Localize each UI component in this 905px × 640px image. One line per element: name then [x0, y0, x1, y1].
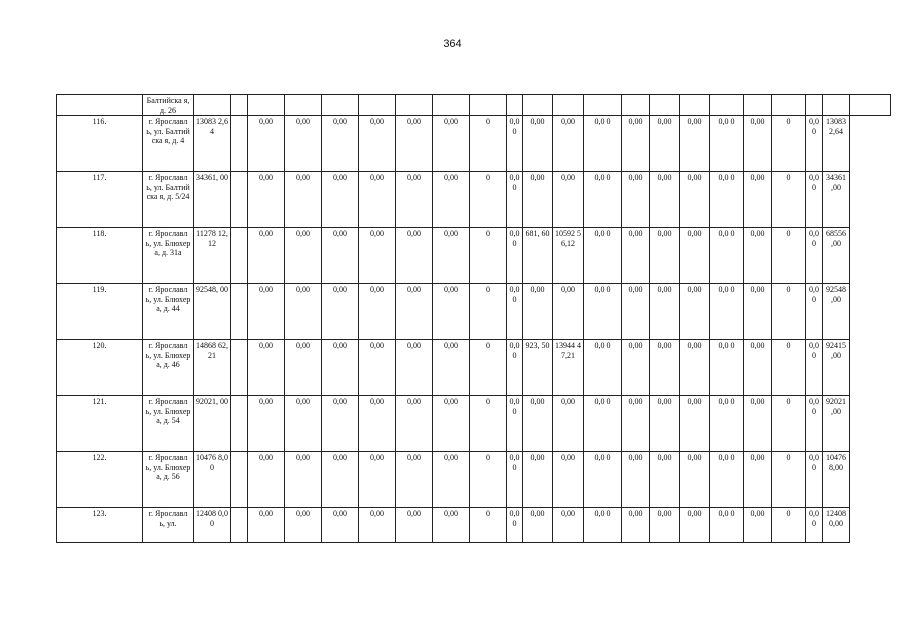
- cell-value: 0,00: [680, 396, 710, 452]
- cell-value: 0,0 0: [710, 340, 744, 396]
- cell-value: 0,00: [396, 116, 433, 172]
- cell-value: 0,00: [650, 116, 680, 172]
- cell-total: 13083 2,64: [194, 116, 231, 172]
- cell-value: 0,00: [523, 452, 553, 508]
- cell-total: 10476 8,00: [194, 452, 231, 508]
- table-row: [57, 452, 891, 508]
- table-row: [57, 228, 891, 284]
- cell-value: 0,00: [744, 172, 772, 228]
- cell-value: 0,00: [359, 508, 396, 543]
- cell-value: 0,00: [680, 452, 710, 508]
- cell-value: 0,00: [248, 508, 285, 543]
- cell-value: 0,00: [322, 340, 359, 396]
- cell-total: 14868 62,21: [194, 340, 231, 396]
- table-row: [57, 172, 891, 228]
- cell-value: 0,00: [680, 228, 710, 284]
- cell-value: 0: [772, 284, 806, 340]
- cell-total: 11278 12,12: [194, 228, 231, 284]
- cell-value: 0,00: [396, 508, 433, 543]
- cell-value: 0,00: [359, 452, 396, 508]
- table-row: [57, 396, 891, 452]
- cell-num: 121.: [57, 396, 143, 452]
- cell-value: 0,00: [553, 116, 584, 172]
- table-row: [57, 284, 891, 340]
- cell-value: 0,00: [396, 228, 433, 284]
- cell-value: 0,00: [322, 452, 359, 508]
- cell-value: 0,00: [650, 508, 680, 543]
- cell-value: 0,0 0: [710, 228, 744, 284]
- cell-value: 0,00: [806, 116, 823, 172]
- cell-value: [231, 172, 248, 228]
- cell-value: 0,00: [285, 340, 322, 396]
- cell-value: 0,00: [523, 172, 553, 228]
- cell-value: 0: [470, 116, 507, 172]
- cell-value: 0,00: [248, 396, 285, 452]
- cell-value: 0: [470, 228, 507, 284]
- cell-value: 92021 ,00: [823, 396, 850, 452]
- cell-value: 0,00: [744, 116, 772, 172]
- cell-value: 12408 0,00: [823, 508, 850, 543]
- cell-value: 0,00: [622, 340, 650, 396]
- cell-value: 0: [470, 284, 507, 340]
- cell-value: 0,00: [744, 396, 772, 452]
- cell-value: 0,00: [285, 172, 322, 228]
- cell-value: 0,00: [433, 508, 470, 543]
- cell-value: 0,00: [396, 284, 433, 340]
- cell-total: 92548, 00: [194, 284, 231, 340]
- cell-address: г. Ярославл ь, ул.: [143, 508, 194, 543]
- cell-value: 13944 47,21: [553, 340, 584, 396]
- cell-value: 0: [772, 228, 806, 284]
- cell-value: 0,00: [744, 452, 772, 508]
- cell-value: 10592 56,12: [553, 228, 584, 284]
- cell-value: 0,00: [507, 284, 523, 340]
- cell-value: 0,00: [806, 508, 823, 543]
- cell-num: 122.: [57, 452, 143, 508]
- cell-value: 0,00: [322, 172, 359, 228]
- cell-value: 0,00: [553, 172, 584, 228]
- cell-value: 0,0 0: [584, 396, 622, 452]
- table-row: [57, 340, 891, 396]
- cell-value: 0,0 0: [584, 340, 622, 396]
- cell-value: [231, 340, 248, 396]
- cell-value: 0,00: [622, 116, 650, 172]
- cell-value: 0,00: [507, 228, 523, 284]
- cell-num: 119.: [57, 284, 143, 340]
- cell-value: 10476 8,00: [823, 452, 850, 508]
- cell-value: 0,00: [359, 228, 396, 284]
- cell-value: 0,0 0: [584, 116, 622, 172]
- cell-value: 0,00: [396, 452, 433, 508]
- cell-value: 0,00: [680, 340, 710, 396]
- cell-value: 0,00: [396, 396, 433, 452]
- cell-value: 0,00: [680, 172, 710, 228]
- cell-value: 0,00: [433, 396, 470, 452]
- cell-value: 0,00: [553, 284, 584, 340]
- cell-value: 0,00: [622, 284, 650, 340]
- table-row: [57, 508, 891, 543]
- cell-value: 0,00: [359, 396, 396, 452]
- cell-value: 0,0 0: [584, 172, 622, 228]
- cell-value: 0,00: [523, 116, 553, 172]
- table-row: [57, 116, 891, 172]
- cell-value: 0,00: [622, 396, 650, 452]
- cell-value: 0,00: [650, 340, 680, 396]
- cell-value: 0,00: [650, 172, 680, 228]
- cell-value: 0,00: [523, 396, 553, 452]
- cell-value: 0,00: [553, 508, 584, 543]
- cell-address: г. Ярославл ь, ул. Блюхера, д. 31а: [143, 228, 194, 284]
- cell-value: 0,00: [322, 228, 359, 284]
- cell-value: 0,00: [248, 452, 285, 508]
- cell-value: [231, 452, 248, 508]
- cell-value: 0,00: [359, 340, 396, 396]
- cell-value: 0,00: [507, 172, 523, 228]
- cell-value: 0,00: [744, 340, 772, 396]
- cell-value: 0,0 0: [584, 228, 622, 284]
- cell-value: 0,00: [680, 116, 710, 172]
- cell-value: 0: [772, 340, 806, 396]
- cell-num: 117.: [57, 172, 143, 228]
- cell-value: [231, 396, 248, 452]
- cell-value: 0,0 0: [710, 396, 744, 452]
- cell-value: 0,00: [744, 284, 772, 340]
- cell-value: 0: [772, 452, 806, 508]
- cell-value: 0,00: [622, 508, 650, 543]
- cell-value: 0,00: [622, 228, 650, 284]
- cell-value: 0,00: [433, 452, 470, 508]
- cell-value: 0,00: [507, 396, 523, 452]
- cell-total: 12408 0,00: [194, 508, 231, 543]
- cell-value: [231, 116, 248, 172]
- cell-value: 0,00: [322, 396, 359, 452]
- cell-num: 120.: [57, 340, 143, 396]
- cell-value: 0,00: [806, 172, 823, 228]
- cell-value: 34361 ,00: [823, 172, 850, 228]
- cell-value: 0,00: [285, 284, 322, 340]
- cell-value: 0,00: [507, 340, 523, 396]
- cell-value: 0: [470, 452, 507, 508]
- cell-value: 0,00: [523, 508, 553, 543]
- cell-value: 0,00: [744, 228, 772, 284]
- cell-value: 0,00: [553, 452, 584, 508]
- cell-value: 0,00: [396, 340, 433, 396]
- cell-address: г. Ярославл ь, ул. Блюхера, д. 54: [143, 396, 194, 452]
- cell-value: 0,00: [285, 228, 322, 284]
- cell-address: г. Ярославл ь, ул. Блюхера, д. 56: [143, 452, 194, 508]
- cell-value: 0,00: [622, 452, 650, 508]
- cell-value: 0,00: [650, 396, 680, 452]
- cell-value: 0,00: [285, 116, 322, 172]
- cell-value: 0,00: [744, 508, 772, 543]
- cell-value: 68556 ,00: [823, 228, 850, 284]
- cell-value: 0,00: [248, 340, 285, 396]
- cell-value: 13083 2,64: [823, 116, 850, 172]
- cell-value: 0,00: [650, 228, 680, 284]
- cell-value: 0,00: [523, 284, 553, 340]
- cell-total: 34361, 00: [194, 172, 231, 228]
- cell-value: 0,0 0: [710, 172, 744, 228]
- cell-value: [231, 508, 248, 543]
- cell-value: 0,00: [396, 172, 433, 228]
- cell-value: 0,00: [680, 508, 710, 543]
- cell-value: 0: [772, 116, 806, 172]
- cell-value: 0: [772, 508, 806, 543]
- cell-value: 0,00: [806, 396, 823, 452]
- page-number: 364: [443, 38, 462, 50]
- cell-value: 0,00: [248, 284, 285, 340]
- cell-value: 0,00: [433, 172, 470, 228]
- table-row: [57, 95, 891, 116]
- cell-value: 0,0 0: [710, 116, 744, 172]
- cell-value: 0,00: [285, 396, 322, 452]
- cell-value: 0,00: [248, 116, 285, 172]
- cell-value: 0,00: [359, 116, 396, 172]
- cell-num: 123.: [57, 508, 143, 543]
- cell-value: [231, 284, 248, 340]
- cell-value: 0,00: [650, 284, 680, 340]
- cell-num: 116.: [57, 116, 143, 172]
- cell-value: 0,00: [806, 228, 823, 284]
- cell-value: 0,0 0: [710, 452, 744, 508]
- cell-value: 0,00: [248, 172, 285, 228]
- cell-value: 0: [470, 340, 507, 396]
- cell-value: 0: [470, 396, 507, 452]
- cell-total: 92021, 00: [194, 396, 231, 452]
- cell-value: 92415 ,00: [823, 340, 850, 396]
- cell-value: 0,00: [553, 396, 584, 452]
- cell-value: 0,00: [806, 340, 823, 396]
- cell-address: г. Ярославл ь, ул. Балтийска я, д. 5/24: [143, 172, 194, 228]
- cell-value: [231, 228, 248, 284]
- cell-value: 0,00: [285, 452, 322, 508]
- cell-value: 0,00: [322, 116, 359, 172]
- cell-value: 0,00: [322, 508, 359, 543]
- cell-value: 0,00: [622, 172, 650, 228]
- cell-value: 0,00: [650, 452, 680, 508]
- data-table: [56, 94, 891, 543]
- cell-value: 0,00: [359, 284, 396, 340]
- cell-address: г. Ярославл ь, ул. Блюхера, д. 46: [143, 340, 194, 396]
- cell-address: г. Ярославл ь, ул. Балтийска я, д. 4: [143, 116, 194, 172]
- cell-value: 0,00: [359, 172, 396, 228]
- cell-value: 0,00: [248, 228, 285, 284]
- cell-value: 0,0 0: [710, 284, 744, 340]
- cell-value: 0,00: [806, 284, 823, 340]
- cell-address: Балтийска я, д. 26: [143, 95, 194, 116]
- cell-num: 118.: [57, 228, 143, 284]
- cell-value: 0: [772, 172, 806, 228]
- cell-value: 0,00: [322, 284, 359, 340]
- cell-value: 0,0 0: [584, 284, 622, 340]
- cell-value: 0,00: [433, 284, 470, 340]
- cell-value: 0,00: [433, 340, 470, 396]
- cell-value: 0,00: [507, 452, 523, 508]
- cell-value: 0,00: [680, 284, 710, 340]
- cell-value: 0,00: [433, 116, 470, 172]
- cell-value: 0: [470, 172, 507, 228]
- cell-value: 0,00: [507, 508, 523, 543]
- cell-value: 0,00: [433, 228, 470, 284]
- cell-value: 0,0 0: [584, 452, 622, 508]
- cell-address: г. Ярославл ь, ул. Блюхера, д. 44: [143, 284, 194, 340]
- cell-value: 0: [772, 396, 806, 452]
- cell-value: 0,00: [806, 452, 823, 508]
- cell-value: 0: [470, 508, 507, 543]
- cell-value: 681, 60: [523, 228, 553, 284]
- cell-value: 0,00: [285, 508, 322, 543]
- cell-value: 0,00: [507, 116, 523, 172]
- cell-value: 923, 50: [523, 340, 553, 396]
- cell-value: 0,0 0: [710, 508, 744, 543]
- cell-num: [57, 95, 143, 116]
- cell-value: 92548 ,00: [823, 284, 850, 340]
- cell-value: 0,0 0: [584, 508, 622, 543]
